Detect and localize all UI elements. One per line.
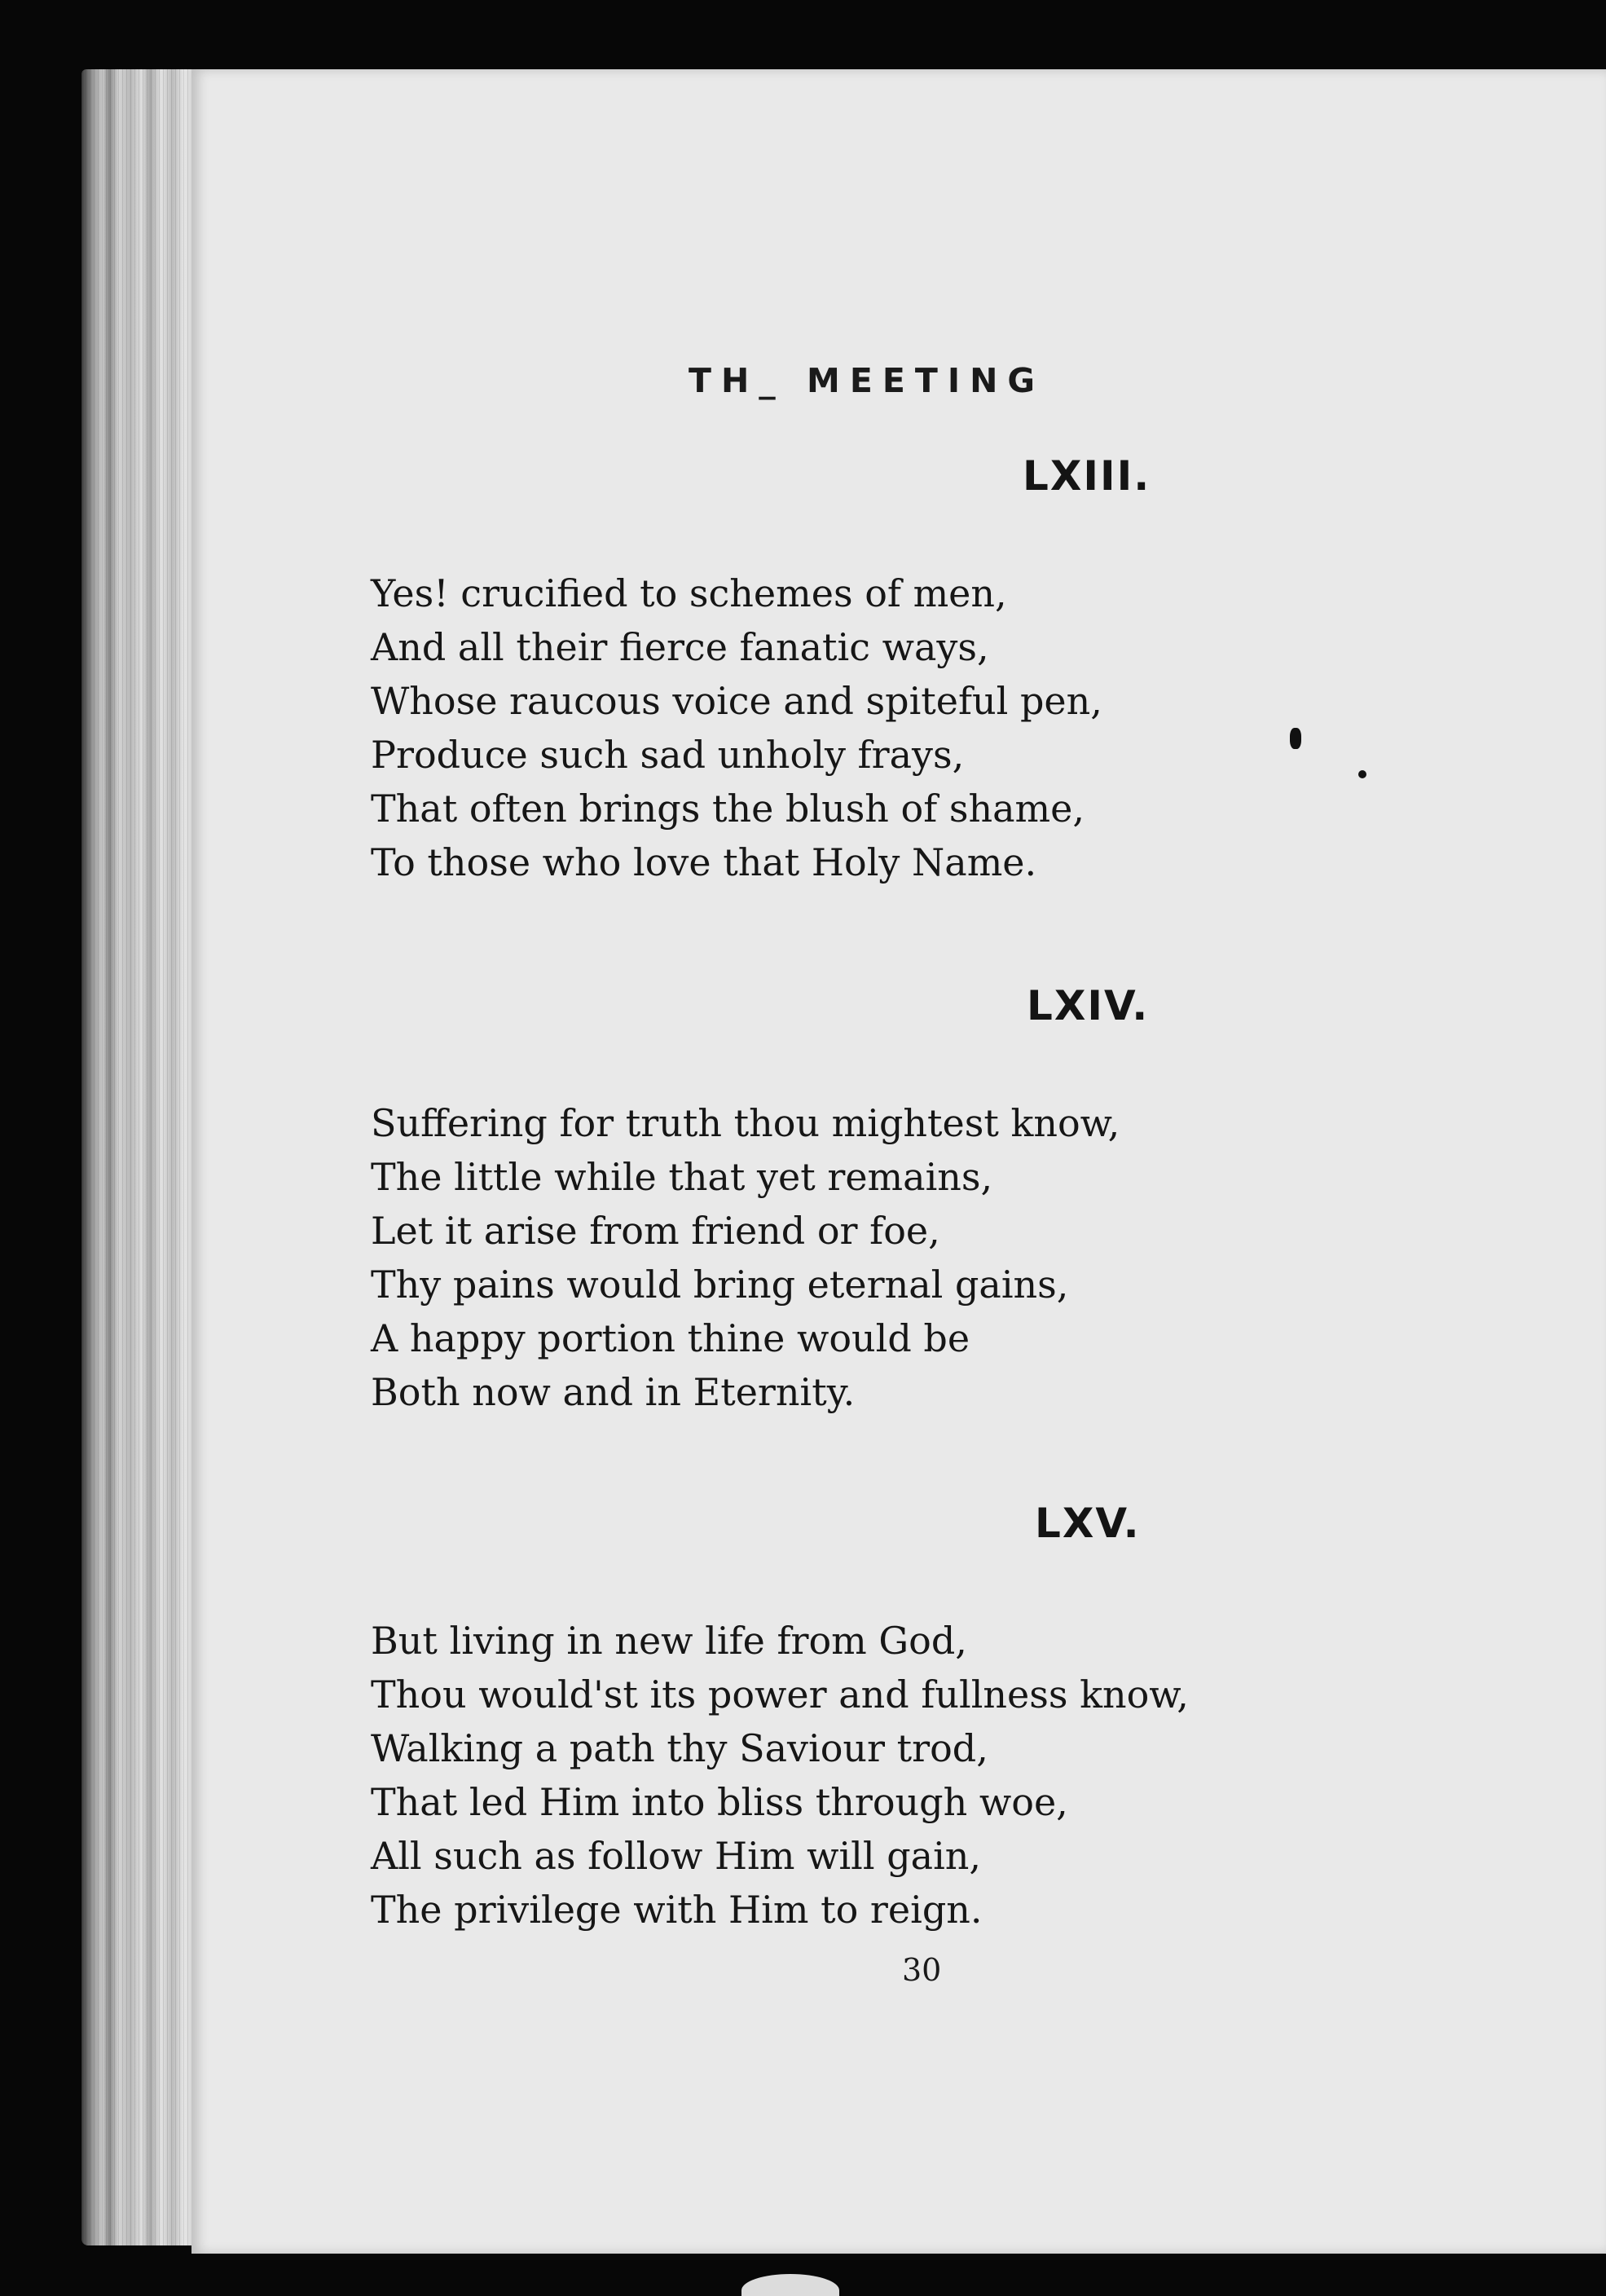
book-page [191, 69, 1606, 2254]
stanza-lines [371, 566, 1552, 889]
verse-line: Thy pains would bring eternal gains, [371, 1263, 1069, 1307]
verse-line: The privilege with Him to reign. [371, 1888, 983, 1932]
scan-artifact [741, 2274, 839, 2296]
page-edges [81, 69, 204, 2245]
stanza-lines [371, 1614, 1552, 1937]
verse-line: And all their fierce fanatic ways, [371, 625, 989, 669]
verse-line: Yes! crucified to schemes of men, [371, 571, 1007, 615]
verse-line: A happy portion thine would be [371, 1316, 970, 1360]
verse-line: Whose raucous voice and spiteful pen, [371, 679, 1102, 723]
page-number: 30 [902, 1952, 942, 1988]
verse-line: Both now and in Eternity. [371, 1370, 856, 1414]
verse-line: Walking a path thy Saviour trod, [371, 1726, 988, 1770]
ink-speck [1290, 728, 1301, 749]
stanza-lxiii [371, 452, 1552, 889]
stanza-number: LXIV. [1027, 982, 1150, 1029]
verse-line: That led Him into bliss through woe, [371, 1780, 1068, 1824]
verse-line: Suffering for truth thou mightest know, [371, 1101, 1120, 1145]
stanza-number: LXIII. [1023, 452, 1151, 500]
verse-line: All such as follow Him will gain, [371, 1834, 982, 1878]
verse-line: To those who love that Holy Name. [371, 840, 1037, 884]
stanza-lxv [371, 1500, 1552, 1937]
verse-line: Thou would'st its power and fullness know, [371, 1672, 1189, 1716]
verse-line: That often brings the blush of shame, [371, 787, 1085, 831]
verse-line: Produce such sad unholy frays, [371, 733, 965, 777]
verse-line: But living in new life from God, [371, 1619, 967, 1663]
verse-line: The little while that yet remains, [371, 1155, 993, 1199]
stanza-lines [371, 1096, 1552, 1419]
running-head: TH_ MEETING [689, 361, 1045, 400]
ink-speck [1358, 770, 1366, 778]
verse-line: Let it arise from friend or foe, [371, 1209, 940, 1253]
stanza-number: LXV. [1035, 1500, 1141, 1547]
stanza-lxiv [371, 982, 1552, 1419]
